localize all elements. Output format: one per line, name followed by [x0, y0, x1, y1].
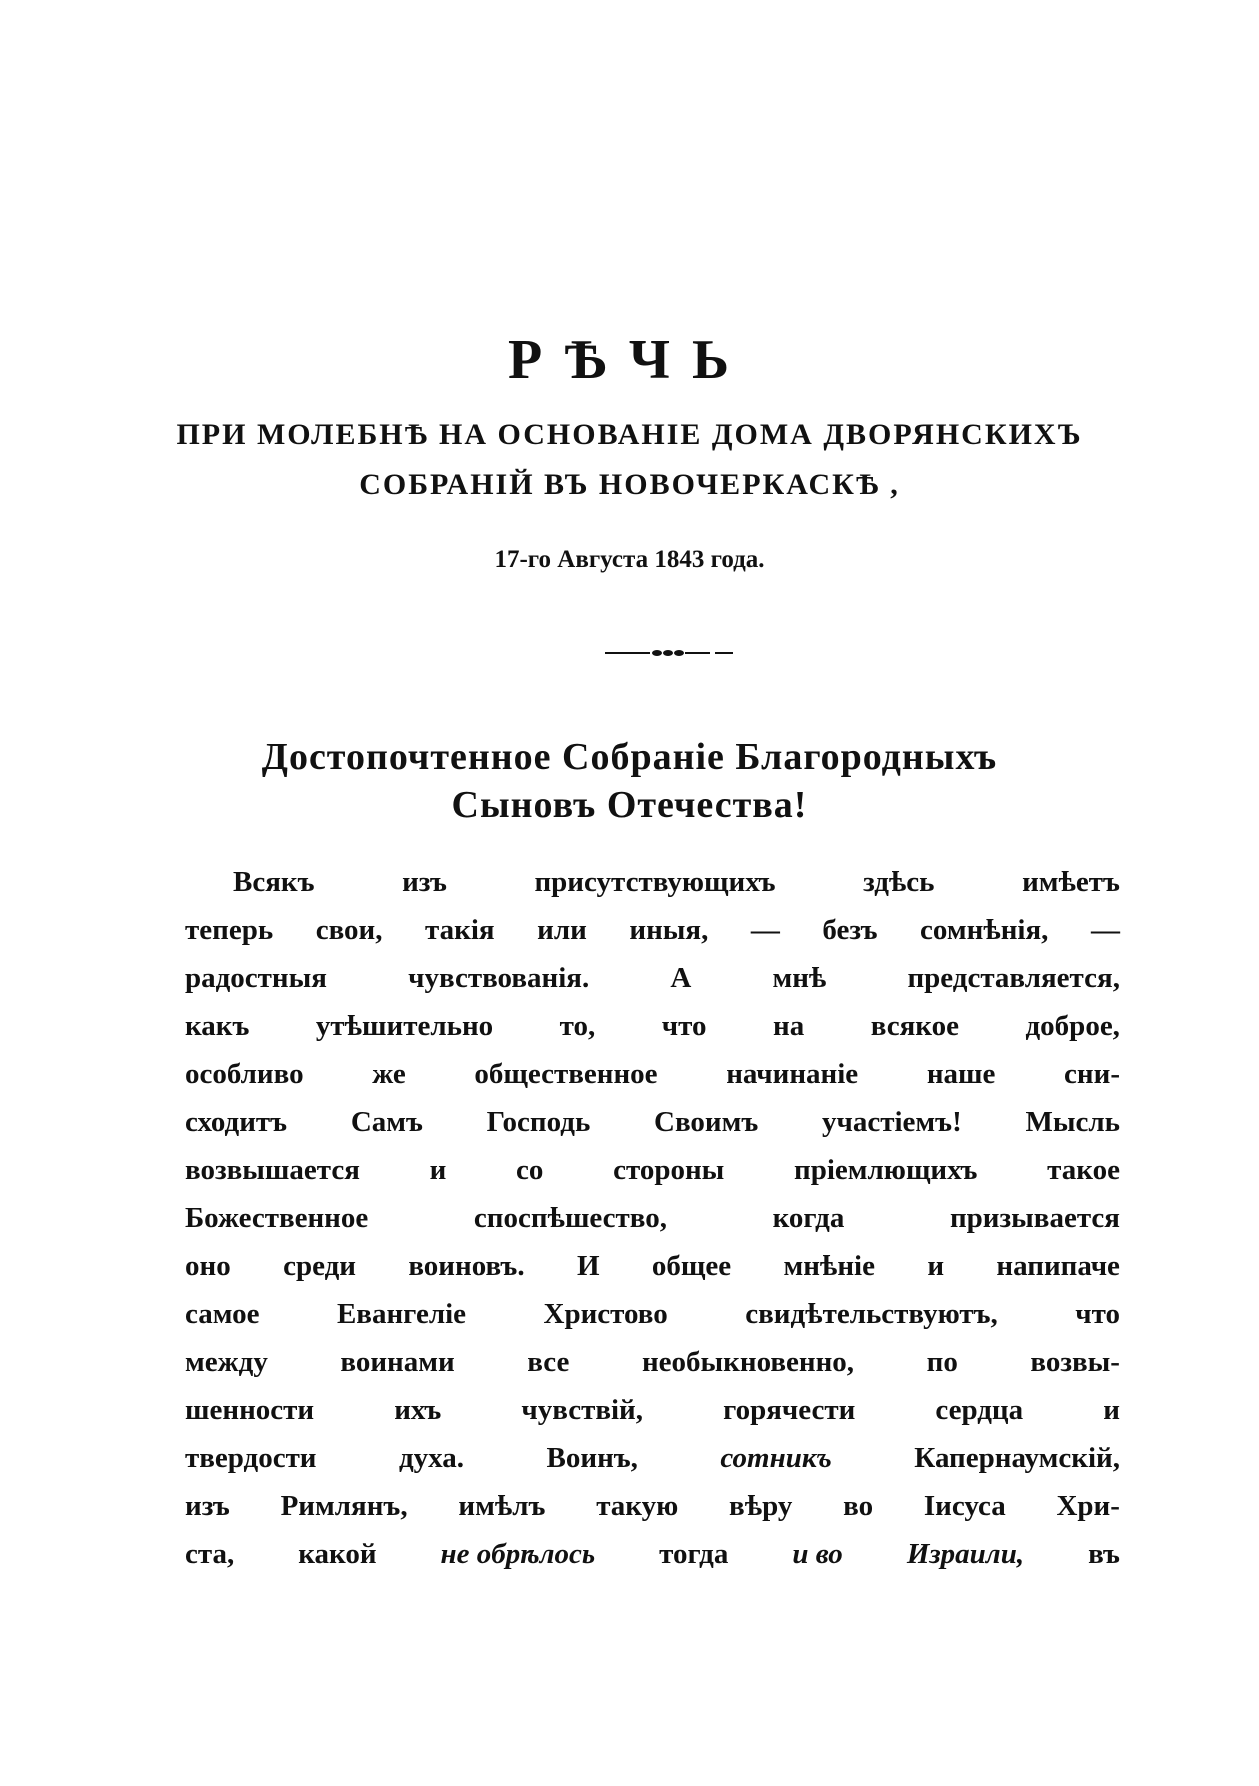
word: необыкновенно, — [641, 1346, 855, 1378]
text-line — [185, 1098, 1120, 1146]
body-text — [185, 858, 1120, 1578]
word: Мысль — [1025, 1106, 1120, 1138]
word: по — [926, 1346, 958, 1378]
text-line — [185, 1146, 1120, 1194]
word: Всякъ — [233, 866, 315, 898]
word: и — [429, 1154, 447, 1186]
word: стороны — [613, 1154, 725, 1186]
word: — — [1090, 914, 1120, 946]
text-line — [185, 1194, 1120, 1242]
ornament-divider — [605, 646, 733, 660]
word: то, — [559, 1010, 596, 1042]
subtitle-line-1: ПРИ МОЛЕБНѢ НА ОСНОВАНІЕ ДОМА ДВОРЯНСКИХЪ — [176, 418, 1083, 451]
word: имѣетъ — [1022, 866, 1120, 898]
text-line — [185, 1338, 1120, 1386]
word: утѣшительно — [315, 1010, 494, 1042]
word: присутствующихъ — [534, 866, 776, 898]
word: сердца — [935, 1394, 1024, 1426]
word: между — [185, 1346, 268, 1378]
subtitle-line-2: СОБРАНІЙ ВЪ НОВОЧЕРКАСКѢ , — [359, 468, 900, 501]
word: самое — [185, 1298, 260, 1330]
word: — — [750, 914, 780, 946]
text-line — [185, 1482, 1120, 1530]
address-line-1: Достопочтенное Собраніе Благородныхъ — [261, 736, 998, 778]
word: или — [537, 914, 587, 946]
address-line-2: Сыновъ Отечества! — [451, 784, 808, 826]
text-line — [185, 1242, 1120, 1290]
word: И — [576, 1250, 600, 1282]
word: иныя, — [629, 914, 709, 946]
date-line: 17-го Августа 1843 года. — [494, 546, 765, 573]
word: общественное — [474, 1058, 658, 1090]
word: Іисуса — [923, 1490, 1006, 1522]
word: Христово — [543, 1298, 668, 1330]
text-line — [185, 954, 1120, 1002]
word: участіемъ! — [822, 1106, 962, 1138]
word: и во — [792, 1538, 843, 1570]
word: какъ — [185, 1010, 250, 1042]
word: среди — [283, 1250, 356, 1282]
word: такую — [596, 1490, 679, 1522]
word: свидѣтельствуютъ, — [745, 1298, 998, 1330]
word: чувствованія. — [408, 962, 590, 994]
text-line — [185, 1290, 1120, 1338]
word: ста, — [185, 1538, 235, 1570]
word: споспѣшество, — [473, 1202, 667, 1234]
word: Самъ — [350, 1106, 423, 1138]
word: мнѣ — [772, 962, 827, 994]
word: и — [927, 1250, 945, 1282]
word: и — [1103, 1394, 1120, 1426]
word: Божественное — [185, 1202, 369, 1234]
word: на — [773, 1010, 805, 1042]
word: особливо — [185, 1058, 304, 1090]
word: мнѣніе — [783, 1250, 875, 1282]
word: воиновъ. — [408, 1250, 525, 1282]
word: общее — [651, 1250, 732, 1282]
word: радостныя — [185, 962, 327, 994]
word: возвы- — [1030, 1346, 1120, 1378]
word: Господь — [486, 1106, 591, 1138]
text-line — [185, 858, 1120, 906]
word: когда — [772, 1202, 845, 1234]
word: всякое — [870, 1010, 960, 1042]
word: духа. — [399, 1442, 465, 1474]
word: что — [1075, 1298, 1120, 1330]
word: вѣру — [729, 1490, 793, 1522]
word: Воинъ, — [546, 1442, 638, 1474]
word: такое — [1047, 1154, 1120, 1186]
word: А — [670, 962, 692, 994]
word: чувствій, — [521, 1394, 644, 1426]
word: свои, — [315, 914, 383, 946]
word: изъ — [185, 1490, 230, 1522]
word: твердости — [185, 1442, 317, 1474]
word: возвышается — [185, 1154, 360, 1186]
word: напипаче — [996, 1250, 1120, 1282]
page-title: РѢЧЬ — [507, 329, 752, 391]
word: начинаніе — [726, 1058, 859, 1090]
word: Капернаумскій, — [914, 1442, 1120, 1474]
word: сотникъ — [720, 1442, 832, 1474]
word: шенности — [185, 1394, 315, 1426]
word: безъ — [822, 914, 878, 946]
word: Римлянъ, — [280, 1490, 408, 1522]
word: оно — [185, 1250, 231, 1282]
text-line — [185, 1386, 1120, 1434]
word: во — [843, 1490, 874, 1522]
word: ихъ — [394, 1394, 442, 1426]
text-line — [185, 906, 1120, 954]
word: же — [372, 1058, 406, 1090]
word: доброе, — [1025, 1010, 1120, 1042]
word: что — [661, 1010, 707, 1042]
word: призывается — [949, 1202, 1120, 1234]
text-line — [185, 1434, 1120, 1482]
word: въ — [1088, 1538, 1120, 1570]
word: имѣлъ — [458, 1490, 546, 1522]
word: воинами — [340, 1346, 455, 1378]
word: не обрѣлось — [440, 1538, 596, 1570]
word: Израили, — [906, 1538, 1025, 1570]
word: такія — [425, 914, 495, 946]
word: теперь — [185, 914, 274, 946]
text-line — [185, 1002, 1120, 1050]
word: какой — [298, 1538, 377, 1570]
word: Своимъ — [654, 1106, 759, 1138]
word: все — [527, 1346, 570, 1378]
word: Евангеліе — [336, 1298, 467, 1330]
word: представляется, — [907, 962, 1120, 994]
word: тогда — [659, 1538, 729, 1570]
word: Хри- — [1056, 1490, 1120, 1522]
text-line — [185, 1530, 1120, 1578]
word: со — [516, 1154, 544, 1186]
word: горячести — [723, 1394, 856, 1426]
word: здѣсь — [863, 866, 935, 898]
text-line — [185, 1050, 1120, 1098]
word: сомнѣнія, — [920, 914, 1049, 946]
word: изъ — [402, 866, 447, 898]
word: наше — [926, 1058, 996, 1090]
word: сни- — [1064, 1058, 1120, 1090]
word: пріемлющихъ — [794, 1154, 978, 1186]
word: сходитъ — [185, 1106, 288, 1138]
